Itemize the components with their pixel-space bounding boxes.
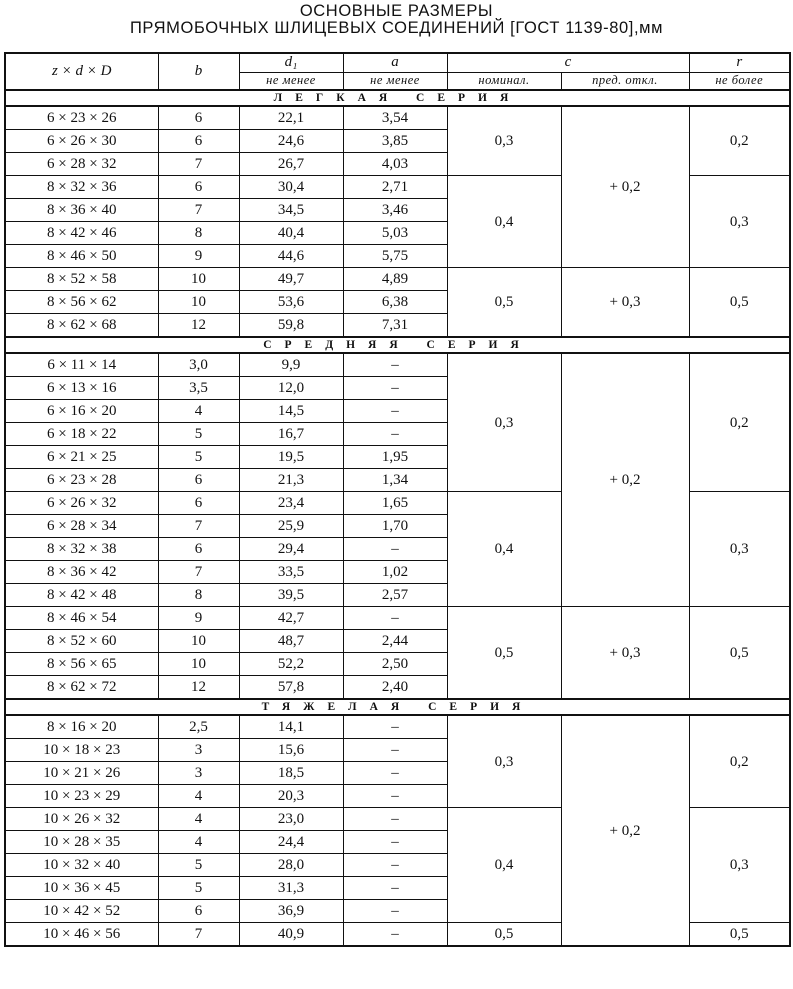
cell-d1: 40,9 (239, 923, 343, 947)
cell-b: 7 (158, 515, 239, 538)
cell-size: 6 × 18 × 22 (5, 423, 158, 446)
cell-c-deviation: + 0,2 (561, 715, 689, 946)
cell-a: – (343, 808, 447, 831)
cell-a: 2,57 (343, 584, 447, 607)
cell-size: 6 × 16 × 20 (5, 400, 158, 423)
document-title-line2: ПРЯМОБОЧНЫХ ШЛИЦЕВЫХ СОЕДИНЕНИЙ [ГОСТ 1139-80],мм (129, 19, 664, 37)
cell-a: 2,71 (343, 176, 447, 199)
cell-c-nominal: 0,4 (447, 808, 561, 923)
cell-r: 0,2 (689, 715, 790, 808)
cell-d1: 44,6 (239, 245, 343, 268)
cell-a: – (343, 900, 447, 923)
cell-d1: 9,9 (239, 353, 343, 377)
cell-size: 8 × 42 × 48 (5, 584, 158, 607)
cell-size: 6 × 26 × 32 (5, 492, 158, 515)
cell-a: 3,46 (343, 199, 447, 222)
cell-d1: 49,7 (239, 268, 343, 291)
cell-d1: 19,5 (239, 446, 343, 469)
cell-size: 8 × 32 × 38 (5, 538, 158, 561)
cell-b: 9 (158, 607, 239, 630)
cell-b: 10 (158, 653, 239, 676)
series-heading: ЛЕГКАЯ СЕРИЯ (5, 90, 790, 106)
cell-a: 2,44 (343, 630, 447, 653)
cell-d1: 14,5 (239, 400, 343, 423)
cell-b: 7 (158, 199, 239, 222)
cell-a: 1,34 (343, 469, 447, 492)
cell-a: 2,40 (343, 676, 447, 700)
cell-a: – (343, 400, 447, 423)
cell-b: 10 (158, 630, 239, 653)
cell-a: – (343, 353, 447, 377)
cell-b: 4 (158, 831, 239, 854)
cell-a: – (343, 785, 447, 808)
header-d1-note: не менее (239, 72, 343, 90)
table-row (5, 106, 790, 130)
cell-c-nominal: 0,3 (447, 353, 561, 492)
cell-a: 2,50 (343, 653, 447, 676)
cell-a: 1,02 (343, 561, 447, 584)
cell-c-nominal: 0,5 (447, 268, 561, 338)
cell-a: – (343, 715, 447, 739)
cell-a: 1,95 (343, 446, 447, 469)
cell-a: 5,03 (343, 222, 447, 245)
cell-a: – (343, 877, 447, 900)
cell-d1: 36,9 (239, 900, 343, 923)
cell-c-nominal: 0,4 (447, 492, 561, 607)
cell-b: 8 (158, 584, 239, 607)
cell-c-deviation: + 0,3 (561, 268, 689, 338)
cell-b: 7 (158, 561, 239, 584)
cell-d1: 53,6 (239, 291, 343, 314)
cell-size: 8 × 56 × 65 (5, 653, 158, 676)
cell-size: 6 × 28 × 32 (5, 153, 158, 176)
cell-size: 8 × 36 × 42 (5, 561, 158, 584)
cell-size: 8 × 56 × 62 (5, 291, 158, 314)
cell-d1: 52,2 (239, 653, 343, 676)
cell-size: 10 × 42 × 52 (5, 900, 158, 923)
header-c-deviation: пред. откл. (561, 72, 689, 90)
table-row (5, 268, 790, 291)
cell-r: 0,2 (689, 353, 790, 492)
cell-b: 3 (158, 739, 239, 762)
cell-d1: 39,5 (239, 584, 343, 607)
header-r-note: не более (689, 72, 790, 90)
cell-a: 1,70 (343, 515, 447, 538)
cell-d1: 24,6 (239, 130, 343, 153)
cell-size: 6 × 23 × 26 (5, 106, 158, 130)
table-row (5, 353, 790, 377)
cell-b: 6 (158, 900, 239, 923)
cell-d1: 34,5 (239, 199, 343, 222)
cell-d1: 42,7 (239, 607, 343, 630)
header-b: b (158, 53, 239, 90)
cell-r: 0,3 (689, 492, 790, 607)
cell-c-deviation: + 0,2 (561, 353, 689, 607)
header-size: z × d × D (5, 53, 158, 90)
table-row (5, 715, 790, 739)
cell-a: – (343, 423, 447, 446)
cell-b: 2,5 (158, 715, 239, 739)
cell-b: 6 (158, 469, 239, 492)
cell-size: 10 × 32 × 40 (5, 854, 158, 877)
cell-r: 0,3 (689, 808, 790, 923)
cell-b: 12 (158, 676, 239, 700)
spline-dimensions-table (4, 52, 791, 947)
cell-c-nominal: 0,5 (447, 923, 561, 947)
header-c-nominal: номинал. (447, 72, 561, 90)
cell-r: 0,5 (689, 607, 790, 700)
cell-a: – (343, 762, 447, 785)
cell-size: 8 × 52 × 60 (5, 630, 158, 653)
cell-c-nominal: 0,3 (447, 106, 561, 176)
cell-a: – (343, 739, 447, 762)
cell-b: 5 (158, 423, 239, 446)
cell-d1: 16,7 (239, 423, 343, 446)
cell-b: 6 (158, 176, 239, 199)
cell-size: 8 × 62 × 68 (5, 314, 158, 338)
cell-size: 8 × 52 × 58 (5, 268, 158, 291)
cell-d1: 30,4 (239, 176, 343, 199)
cell-c-deviation: + 0,3 (561, 607, 689, 700)
cell-a: 7,31 (343, 314, 447, 338)
cell-d1: 23,0 (239, 808, 343, 831)
cell-size: 8 × 46 × 54 (5, 607, 158, 630)
cell-d1: 48,7 (239, 630, 343, 653)
cell-size: 8 × 32 × 36 (5, 176, 158, 199)
cell-size: 10 × 21 × 26 (5, 762, 158, 785)
cell-size: 6 × 28 × 34 (5, 515, 158, 538)
cell-r: 0,2 (689, 106, 790, 176)
header-d1: d₁ (239, 53, 343, 72)
cell-b: 4 (158, 808, 239, 831)
cell-size: 8 × 42 × 46 (5, 222, 158, 245)
cell-c-nominal: 0,3 (447, 715, 561, 808)
cell-d1: 15,6 (239, 739, 343, 762)
header-a: a (343, 53, 447, 72)
cell-d1: 25,9 (239, 515, 343, 538)
series-heading: СРЕДНЯЯ СЕРИЯ (5, 337, 790, 353)
cell-d1: 59,8 (239, 314, 343, 338)
cell-b: 10 (158, 268, 239, 291)
cell-d1: 28,0 (239, 854, 343, 877)
cell-a: – (343, 377, 447, 400)
cell-size: 10 × 28 × 35 (5, 831, 158, 854)
cell-size: 6 × 13 × 16 (5, 377, 158, 400)
series-heading: ТЯЖЕЛАЯ СЕРИЯ (5, 699, 790, 715)
cell-size: 10 × 36 × 45 (5, 877, 158, 900)
cell-d1: 29,4 (239, 538, 343, 561)
cell-b: 6 (158, 492, 239, 515)
document-title-line1: ОСНОВНЫЕ РАЗМЕРЫ (299, 2, 494, 20)
cell-b: 6 (158, 130, 239, 153)
cell-a: 1,65 (343, 492, 447, 515)
cell-d1: 40,4 (239, 222, 343, 245)
cell-d1: 24,4 (239, 831, 343, 854)
cell-b: 9 (158, 245, 239, 268)
cell-b: 5 (158, 877, 239, 900)
cell-d1: 33,5 (239, 561, 343, 584)
header-r: r (689, 53, 790, 72)
cell-d1: 57,8 (239, 676, 343, 700)
cell-r: 0,5 (689, 923, 790, 947)
cell-size: 6 × 23 × 28 (5, 469, 158, 492)
cell-a: 6,38 (343, 291, 447, 314)
cell-d1: 14,1 (239, 715, 343, 739)
cell-b: 10 (158, 291, 239, 314)
cell-b: 7 (158, 923, 239, 947)
cell-size: 6 × 21 × 25 (5, 446, 158, 469)
cell-b: 12 (158, 314, 239, 338)
cell-size: 8 × 46 × 50 (5, 245, 158, 268)
cell-d1: 20,3 (239, 785, 343, 808)
cell-d1: 26,7 (239, 153, 343, 176)
cell-b: 5 (158, 854, 239, 877)
cell-size: 6 × 11 × 14 (5, 353, 158, 377)
cell-b: 5 (158, 446, 239, 469)
cell-a: 4,89 (343, 268, 447, 291)
cell-d1: 21,3 (239, 469, 343, 492)
cell-a: – (343, 831, 447, 854)
cell-size: 8 × 62 × 72 (5, 676, 158, 700)
cell-a: 5,75 (343, 245, 447, 268)
cell-c-nominal: 0,5 (447, 607, 561, 700)
cell-size: 6 × 26 × 30 (5, 130, 158, 153)
cell-a: – (343, 923, 447, 947)
cell-b: 3,0 (158, 353, 239, 377)
cell-d1: 23,4 (239, 492, 343, 515)
cell-size: 10 × 26 × 32 (5, 808, 158, 831)
cell-b: 6 (158, 538, 239, 561)
table-row (5, 607, 790, 630)
cell-size: 8 × 36 × 40 (5, 199, 158, 222)
cell-c-deviation: + 0,2 (561, 106, 689, 268)
header-a-note: не менее (343, 72, 447, 90)
cell-b: 4 (158, 785, 239, 808)
cell-a: 3,85 (343, 130, 447, 153)
cell-size: 10 × 18 × 23 (5, 739, 158, 762)
cell-a: – (343, 607, 447, 630)
cell-d1: 22,1 (239, 106, 343, 130)
cell-a: – (343, 854, 447, 877)
header-c: c (447, 53, 689, 72)
cell-r: 0,3 (689, 176, 790, 268)
cell-a: – (343, 538, 447, 561)
cell-b: 7 (158, 153, 239, 176)
cell-a: 3,54 (343, 106, 447, 130)
cell-size: 8 × 16 × 20 (5, 715, 158, 739)
cell-b: 4 (158, 400, 239, 423)
cell-a: 4,03 (343, 153, 447, 176)
cell-b: 8 (158, 222, 239, 245)
cell-c-nominal: 0,4 (447, 176, 561, 268)
cell-r: 0,5 (689, 268, 790, 338)
cell-b: 3,5 (158, 377, 239, 400)
cell-size: 10 × 46 × 56 (5, 923, 158, 947)
cell-d1: 18,5 (239, 762, 343, 785)
cell-size: 10 × 23 × 29 (5, 785, 158, 808)
cell-b: 3 (158, 762, 239, 785)
cell-b: 6 (158, 106, 239, 130)
cell-d1: 31,3 (239, 877, 343, 900)
cell-d1: 12,0 (239, 377, 343, 400)
